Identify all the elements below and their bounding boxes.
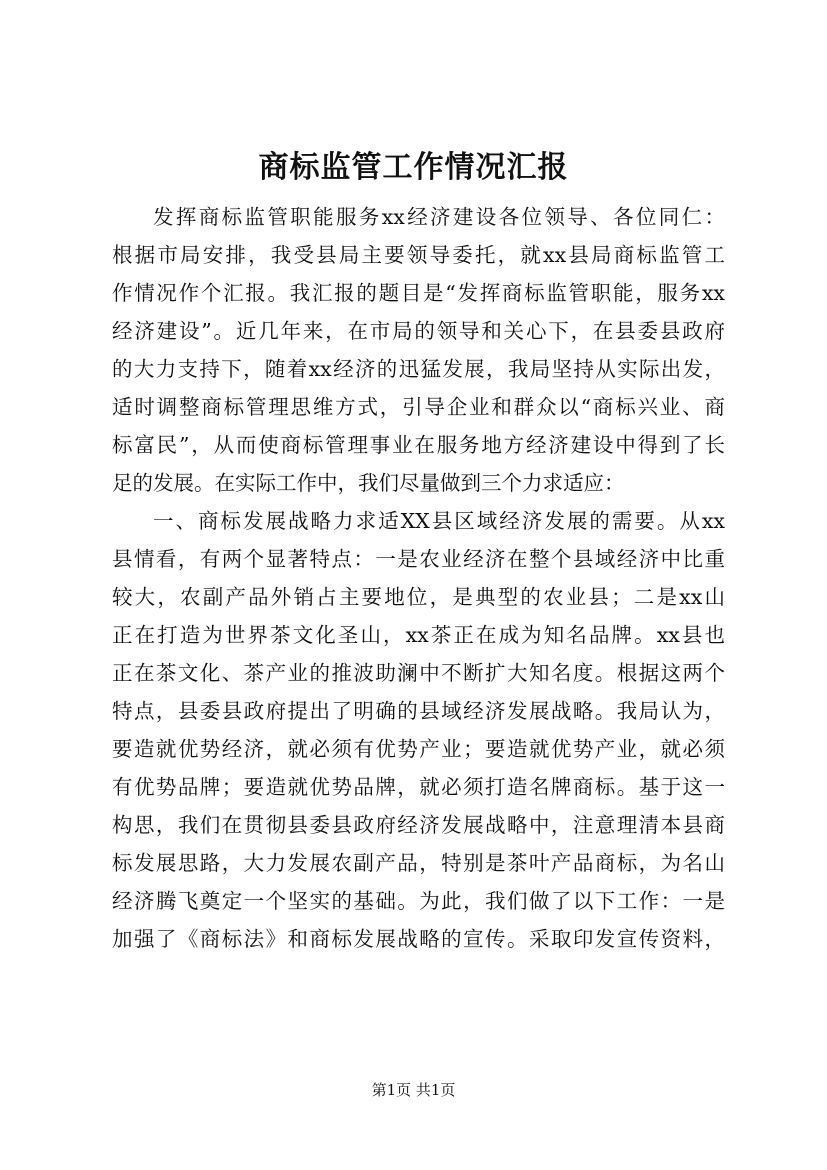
text-line: 构思，我们在贯彻县委县政府经济发展战略中，注意理清本县商 <box>112 813 725 837</box>
text-line: 标发展思路，大力发展农副产品，特别是茶叶产品商标，为名山 <box>112 851 725 875</box>
text-line: 标富民”，从而使商标管理事业在服务地方经济建设中得到了长 <box>112 433 725 457</box>
text-line: 一、商标发展战略力求适XX县区域经济发展的需要。从xx <box>153 509 725 533</box>
text-line: 要造就优势经济，就必须有优势产业；要造就优势产业，就必须 <box>112 737 725 761</box>
document-title: 商标监管工作情况汇报 <box>258 150 569 185</box>
text-line: 有优势品牌；要造就优势品牌，就必须打造名牌商标。基于这一 <box>112 775 725 799</box>
text-line: 经济建设”。近几年来，在市局的领导和关心下，在县委县政府 <box>112 319 725 343</box>
text-line: 加强了《商标法》和商标发展战略的宣传。采取印发宣传资料， <box>112 927 725 951</box>
text-line: 的大力支持下，随着xx经济的迅猛发展，我局坚持从实际出发， <box>112 357 725 381</box>
text-line: 适时调整商标管理思维方式，引导企业和群众以“商标兴业、商 <box>112 395 725 419</box>
text-line: 正在茶文化、茶产业的推波助澜中不断扩大知名度。根据这两个 <box>112 661 725 685</box>
text-line: 发挥商标监管职能服务xx经济建设各位领导、各位同仁： <box>153 205 725 229</box>
text-line: 较大，农副产品外销占主要地位，是典型的农业县；二是xx山 <box>112 585 725 609</box>
document-body <box>112 198 725 958</box>
text-line: 作情况作个汇报。我汇报的题目是“发挥商标监管职能，服务xx <box>112 281 725 305</box>
text-line: 经济腾飞奠定一个坚实的基础。为此，我们做了以下工作：一是 <box>112 889 725 913</box>
text-line: 正在打造为世界茶文化圣山，xx茶正在成为知名品牌。xx县也 <box>112 623 725 647</box>
text-line: 足的发展。在实际工作中，我们尽量做到三个力求适应： <box>112 471 625 495</box>
text-line: 特点，县委县政府提出了明确的县域经济发展战略。我局认为， <box>112 699 725 723</box>
page-footer: 第1页 共1页 <box>371 1081 456 1099</box>
text-line: 根据市局安排，我受县局主要领导委托，就xx县局商标监管工 <box>112 243 725 267</box>
text-line: 县情看，有两个显著特点：一是农业经济在整个县域经济中比重 <box>112 547 725 571</box>
